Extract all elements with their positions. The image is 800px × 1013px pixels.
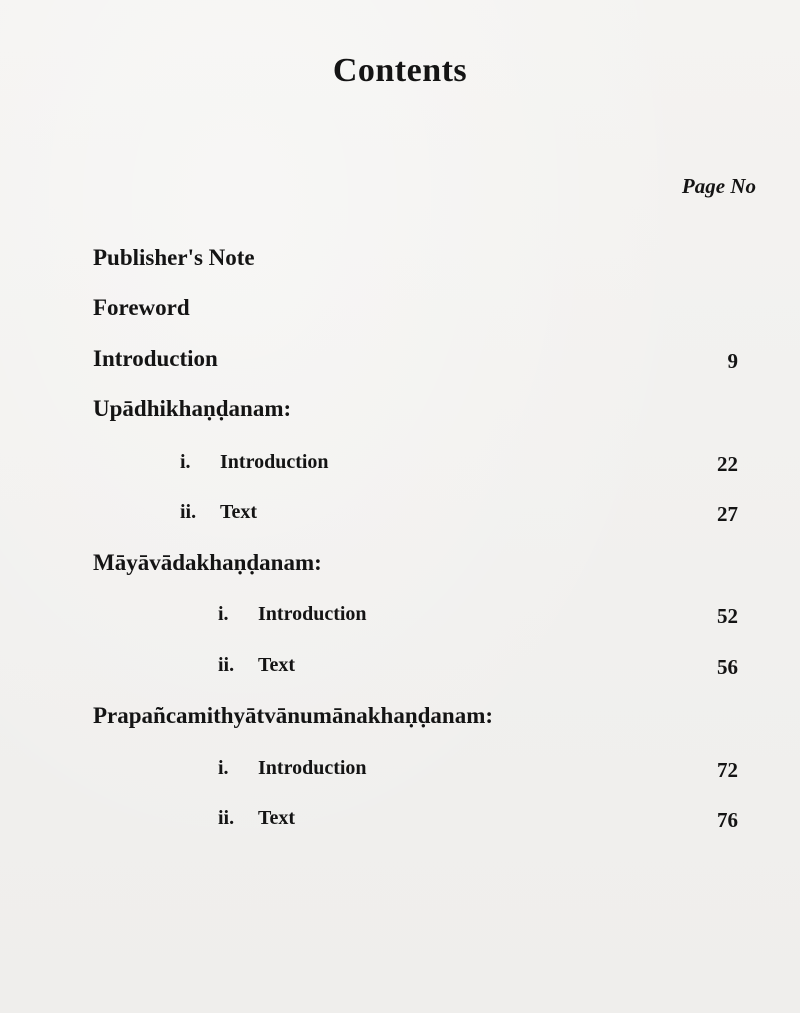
toc-entry-page: 76 [717, 808, 738, 832]
toc-subentry-label: Text [220, 501, 258, 523]
toc-subentry-maya-text [218, 654, 295, 677]
toc-subentry-label: Introduction [258, 603, 367, 625]
toc-subentry-label: Text [258, 807, 296, 829]
toc-entry-label: Publisher's Note [93, 245, 255, 270]
toc-entry-upadhikhandanam [93, 396, 291, 422]
toc-subentry-number: i. [218, 757, 229, 779]
toc-entry-label: Upādhikhaṇḍanam: [93, 396, 292, 421]
toc-subentry-label: Introduction [258, 757, 367, 779]
toc-entry-prapanca [93, 703, 493, 729]
toc-subentry-number: ii. [180, 501, 197, 523]
toc-entry-label: Introduction [93, 346, 218, 371]
toc-subentry-upadhi-introduction [180, 451, 329, 474]
toc-entry-introduction [93, 346, 218, 372]
page-no-heading: Page No [681, 174, 756, 198]
toc-subentry-number: ii. [218, 654, 235, 676]
toc-entry-foreword [93, 295, 190, 321]
toc-subentry-number: i. [180, 451, 191, 473]
toc-entry-mayavadakhandanam [93, 550, 322, 576]
toc-subentry-maya-introduction [218, 603, 367, 626]
toc-entry-label: Prapañcamithyātvānumānakhaṇḍanam: [93, 703, 494, 728]
toc-entry-page: 72 [717, 758, 738, 782]
toc-entry-publishers-note [93, 245, 255, 271]
toc-entry-page: 9 [727, 349, 738, 373]
toc-entry-page: 52 [717, 604, 738, 628]
toc-subentry-number: i. [218, 603, 229, 625]
toc-subentry-prapanca-text [218, 807, 295, 830]
bleed-through-texture [115, 0, 775, 33]
toc-subentry-number: ii. [218, 807, 235, 829]
toc-subentry-label: Introduction [220, 451, 329, 473]
toc-entry-page: 56 [717, 655, 738, 679]
toc-subentry-label: Text [258, 654, 296, 676]
toc-subentry-upadhi-text [180, 501, 257, 524]
toc-entry-label: Māyāvādakhaṇḍanam: [93, 550, 322, 575]
page-title: Contents [332, 52, 468, 89]
toc-entry-label: Foreword [93, 295, 190, 320]
toc-entry-page: 27 [717, 502, 738, 526]
toc-entry-page: 22 [717, 452, 738, 476]
toc-subentry-prapanca-introduction [218, 757, 367, 780]
